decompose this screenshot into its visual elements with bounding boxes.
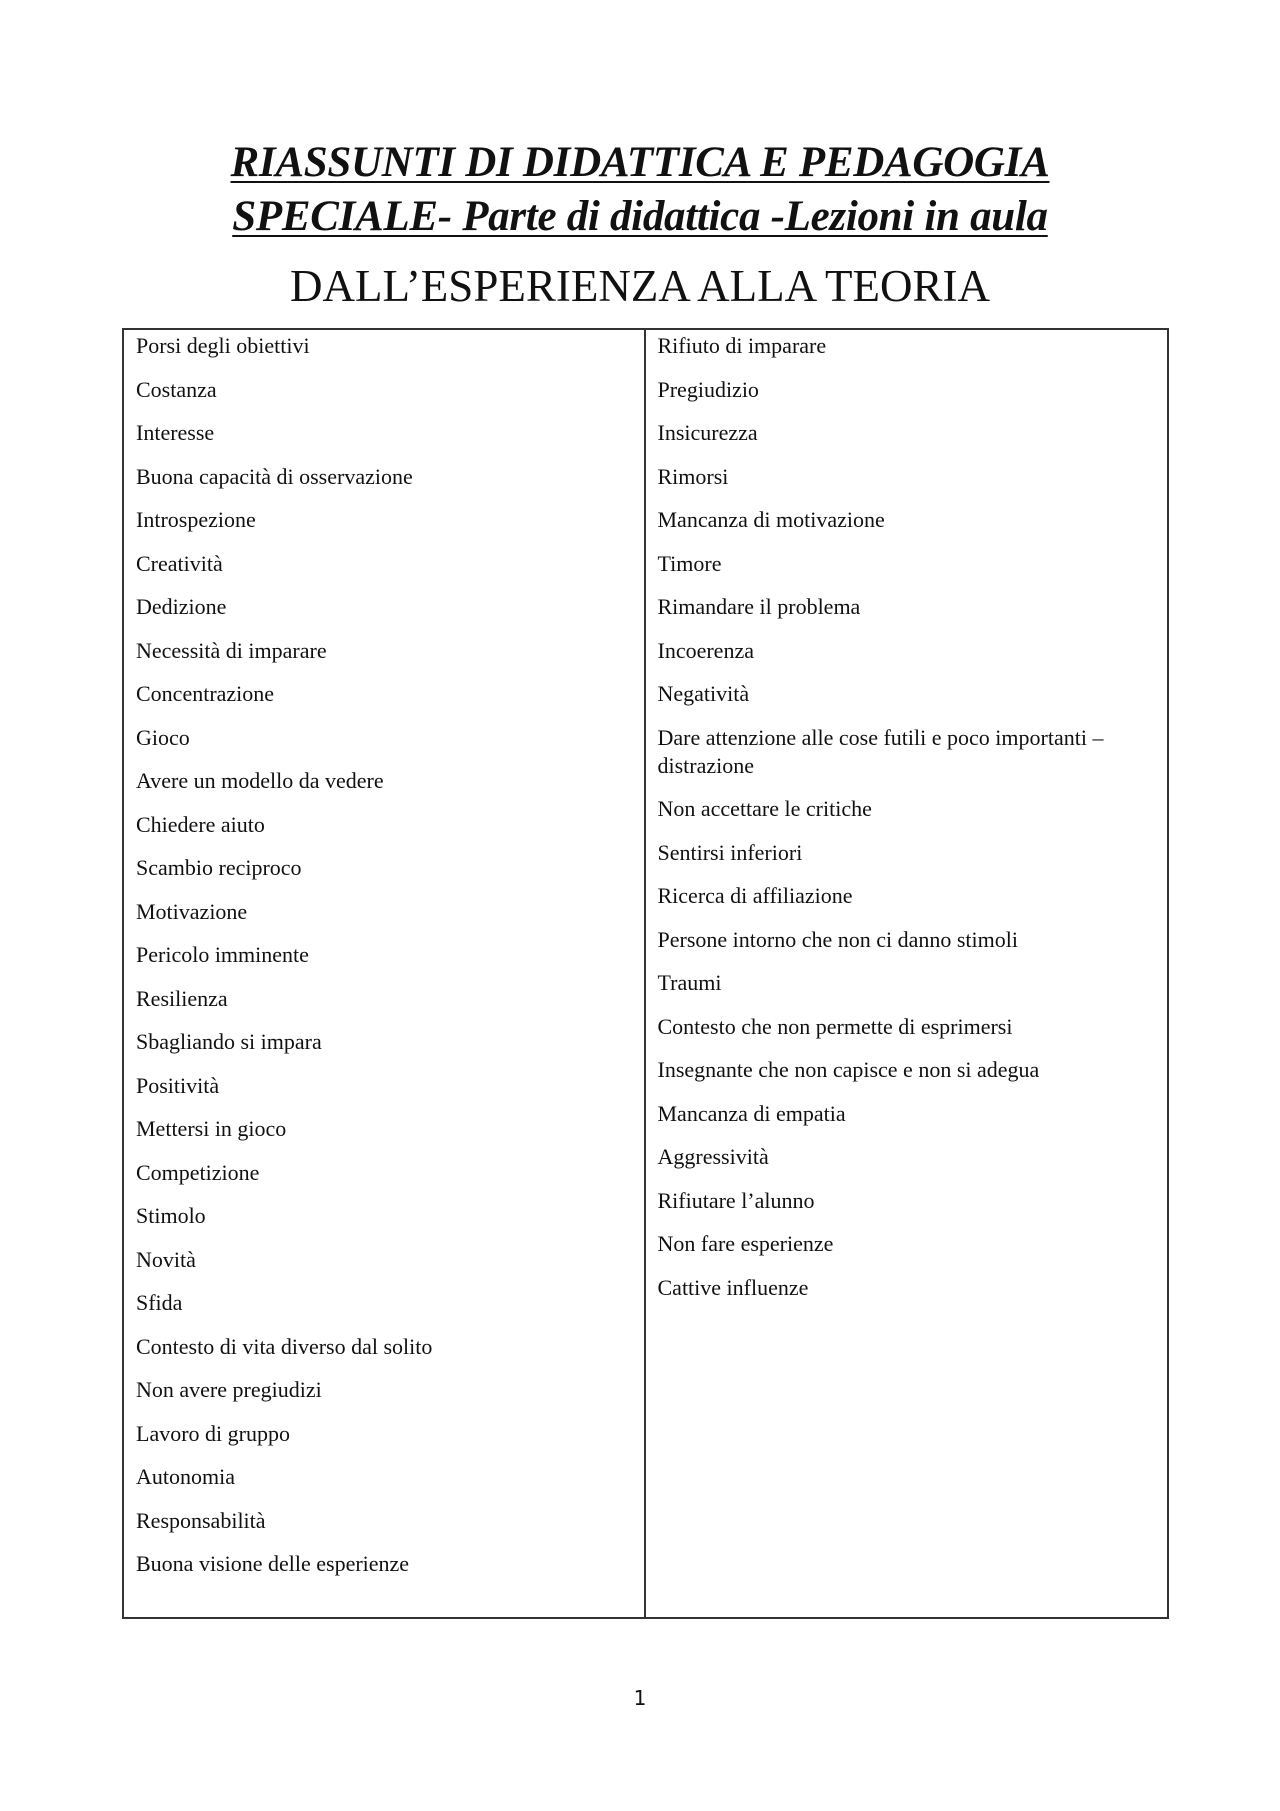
- list-item: Persone intorno che non ci danno stimoli: [657, 926, 1018, 952]
- list-item: Rimandare il problema: [657, 594, 861, 619]
- list-item: Avere un modello da vedere: [136, 768, 384, 793]
- list-item: Dedizione: [136, 594, 227, 619]
- list-item: Mettersi in gioco: [136, 1116, 287, 1141]
- left-list: [136, 332, 644, 1578]
- list-item: Rifiuto di imparare: [657, 333, 827, 358]
- list-item: Sbagliando si impara: [136, 1029, 322, 1054]
- list-item: Autonomia: [136, 1464, 235, 1489]
- section-heading: DALL’ESPERIENZA ALLA TEORIA: [289, 261, 990, 311]
- list-item: Positività: [136, 1072, 220, 1098]
- list-item: Scambio reciproco: [136, 855, 302, 880]
- list-item: Dare attenzione alle cose futili e poco importanti – distrazione: [657, 724, 1104, 778]
- list-item: Responsabilità: [136, 1507, 266, 1533]
- list-item: Novità: [136, 1246, 196, 1272]
- right-list: [658, 332, 1168, 1302]
- list-item: Mancanza di empatia: [657, 1100, 846, 1126]
- list-item: Contesto di vita diverso dal solito: [136, 1333, 433, 1359]
- list-item: Ricerca di affiliazione: [657, 883, 853, 908]
- list-item: Pericolo imminente: [136, 942, 309, 967]
- document-title: [0, 136, 1280, 244]
- list-item: Mancanza di motivazione: [657, 507, 885, 532]
- left-column: [124, 330, 646, 1617]
- page-number: 1: [633, 1686, 647, 1710]
- list-item: Aggressività: [657, 1144, 769, 1169]
- list-item: Costanza: [136, 376, 217, 402]
- list-item: Motivazione: [136, 898, 248, 924]
- two-column-table: [122, 328, 1169, 1619]
- list-item: Traumi: [657, 970, 722, 995]
- list-item: Non avere pregiudizi: [136, 1377, 322, 1402]
- list-item: Buona capacità di osservazione: [136, 463, 413, 489]
- list-item: Buona visione delle esperienze: [136, 1551, 410, 1576]
- list-item: Cattive influenze: [657, 1274, 809, 1300]
- list-item: Non accettare le critiche: [657, 796, 872, 821]
- list-item: Creatività: [136, 550, 223, 576]
- list-item: Concentrazione: [136, 681, 275, 706]
- list-item: Chiedere aiuto: [136, 811, 265, 837]
- list-item: Insegnante che non capisce e non si adegua: [657, 1057, 1040, 1082]
- list-item: Non fare esperienze: [657, 1231, 834, 1256]
- list-item: Sfida: [136, 1290, 183, 1315]
- list-item: Necessità di imparare: [136, 637, 327, 663]
- title-line-2: SPECIALE- Parte di didattica -Lezioni in aula: [232, 193, 1048, 240]
- title-line-1: RIASSUNTI DI DIDATTICA E PEDAGOGIA: [230, 139, 1050, 186]
- list-item: Negatività: [657, 681, 750, 706]
- list-item: Incoerenza: [657, 637, 754, 663]
- list-item: Porsi degli obiettivi: [136, 333, 310, 358]
- list-item: Interesse: [136, 420, 215, 445]
- list-item: Stimolo: [136, 1203, 206, 1228]
- list-item: Timore: [657, 550, 722, 576]
- list-item: Contesto che non permette di esprimersi: [657, 1013, 1013, 1039]
- list-item: Introspezione: [136, 507, 256, 532]
- list-item: Rifiutare l’alunno: [657, 1187, 815, 1213]
- list-item: Sentirsi inferiori: [657, 839, 803, 865]
- list-item: Gioco: [136, 724, 190, 750]
- list-item: Rimorsi: [657, 463, 729, 489]
- list-item: Insicurezza: [657, 420, 758, 445]
- list-item: Pregiudizio: [657, 376, 759, 402]
- list-item: Competizione: [136, 1159, 260, 1185]
- right-column: [646, 330, 1168, 1617]
- list-item: Lavoro di gruppo: [136, 1420, 290, 1446]
- list-item: Resilienza: [136, 985, 228, 1011]
